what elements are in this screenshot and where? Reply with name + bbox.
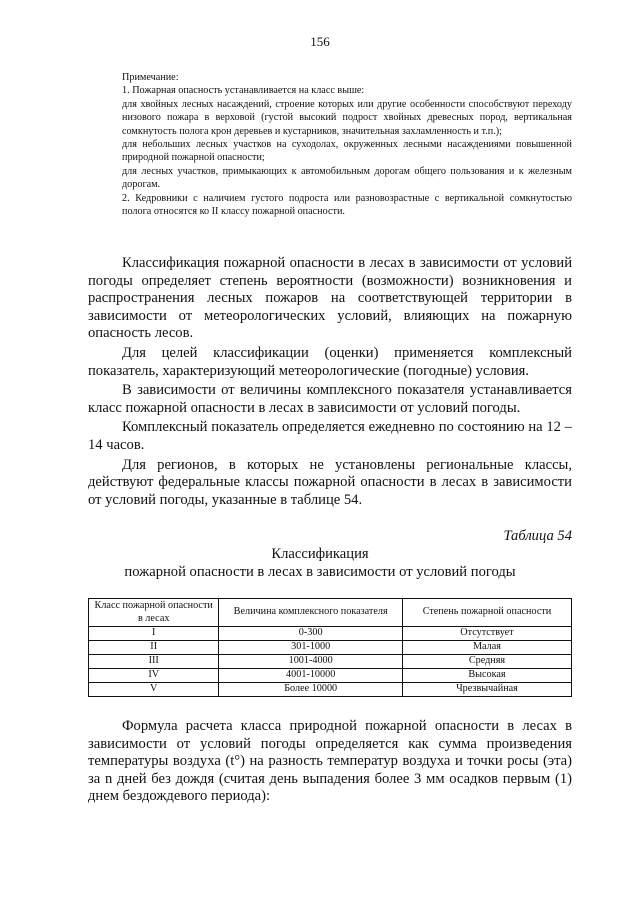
cell-degree: Высокая (402, 669, 571, 683)
note-item-1-para-2: для небольших лесных участков на суходолах, окруженных лесными насаждениями повышенной природной пожарной опасности; (122, 139, 572, 164)
cell-class: V (89, 683, 219, 697)
cell-index: 0-300 (219, 627, 403, 641)
table-header-row (89, 599, 572, 627)
header-class: Класс пожарной опасности в лесах (89, 599, 219, 627)
cell-degree: Средняя (402, 655, 571, 669)
cell-class: III (89, 655, 219, 669)
header-index-value: Величина комплексного показателя (219, 599, 403, 627)
table-row (89, 627, 572, 641)
table-title: Классификация (271, 546, 369, 562)
body-paragraph-3: В зависимости от величины комплексного показателя устанавливается класс пожарной опасности в лесах в зависимости от условий погоды. (88, 382, 572, 416)
body-paragraph-1: Классификация пожарной опасности в лесах в зависимости от условий погоды определяет степень вероятности (возможности) возникновения и распространения лесных пожаров на соответствующей территории в зависимости от метеорологических условий, влияющих на пожарную опасность лесов. (88, 255, 572, 342)
fire-danger-table (88, 598, 572, 697)
body-paragraph-2: Для целей классификации (оценки) применяется комплексный показатель, характеризующий метеорологические (погодные) условия. (88, 344, 572, 379)
cell-degree: Чрезвычайная (402, 683, 571, 697)
cell-degree: Отсутствует (402, 627, 571, 641)
header-danger-degree: Степень пожарной опасности (402, 599, 571, 627)
cell-class: II (89, 641, 219, 655)
cell-index: Более 10000 (219, 683, 403, 697)
note-item-1-para-1: для хвойных лесных насаждений, строение которых или другие особенности способствуют переходу низового пожара в верховой (густой высокий подрост хвойных древесных пород, вертикальная сомкнутость полога крон деревьев и кустарников, значительная захламленность и т.п.); (122, 98, 572, 137)
body-paragraph-5: Для регионов, в которых не установлены региональные классы, действуют федеральные классы пожарной опасности в лесах в зависимости от условий погоды, указанные в таблице 54. (88, 456, 572, 508)
table-row (89, 655, 572, 669)
footnote-block (122, 71, 572, 218)
cell-index: 1001-4000 (219, 655, 403, 669)
table-label: Таблица 54 (503, 528, 572, 544)
cell-index: 301-1000 (219, 641, 403, 655)
table-row (89, 641, 572, 655)
cell-degree: Малая (402, 641, 571, 655)
table-row (89, 669, 572, 683)
table-row (89, 683, 572, 697)
cell-class: IV (89, 669, 219, 683)
main-text (88, 255, 572, 509)
body-paragraph-4: Комплексный показатель определяется ежедневно по состоянию на 12 – 14 часов. (88, 419, 572, 453)
note-heading: Примечание: (122, 72, 179, 83)
note-item-2: 2. Кедровники с наличием густого подроста или разновозрастные с вертикальной сомкнутостью полога относятся ко II классу пожарной опасности. (122, 192, 572, 218)
note-item-1-para-3: для лесных участков, примыкающих к автомобильным дорогам общего пользования и к железным дорогам. (122, 165, 572, 191)
formula-paragraph: Формула расчета класса природной пожарной опасности в лесах в зависимости от условий погоды определяется как сумма произведения температуры воздуха (t°) на разность температур воздуха и точки росы (эта) за n дней без дождя (считая день выпадения более 3 мм осадков первым (1) днем бездождевого периода): (88, 718, 572, 805)
cell-index: 4001-10000 (219, 669, 403, 683)
page-number: 156 (310, 34, 330, 49)
note-item-1: 1. Пожарная опасность устанавливается на класс выше: (122, 85, 365, 97)
cell-class: I (89, 627, 219, 641)
formula-text (88, 718, 572, 806)
table-subtitle: пожарной опасности в лесах в зависимости от условий погоды (124, 564, 516, 580)
